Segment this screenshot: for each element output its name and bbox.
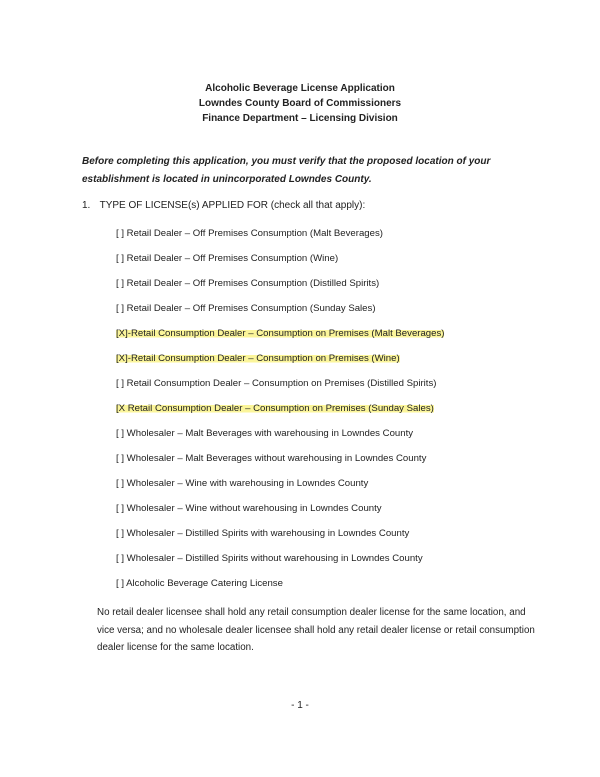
license-option[interactable] [116, 252, 444, 277]
license-option[interactable] [116, 577, 444, 602]
checkbox-mark[interactable]: [ ] [116, 253, 124, 264]
license-option[interactable] [116, 277, 444, 302]
option-label: Retail Consumption Dealer – Consumption on Premises (Distilled Spirits) [126, 378, 437, 389]
question-text: TYPE OF LICENSE(s) APPLIED FOR (check all that apply): [99, 200, 366, 211]
license-option[interactable] [116, 227, 444, 252]
license-option[interactable] [116, 552, 444, 577]
checkbox-mark[interactable]: [ ] [116, 503, 124, 514]
checkbox-mark[interactable]: [ ] [116, 528, 124, 539]
license-options-list [116, 227, 444, 602]
page-number: - 1 - [291, 700, 309, 711]
option-label: Wholesaler – Wine with warehousing in Lowndes County [126, 478, 369, 489]
checkbox-mark[interactable]: [X [116, 403, 126, 414]
checkbox-mark[interactable]: [ ] [116, 478, 124, 489]
option-label: Wholesaler – Distilled Spirits with warehousing in Lowndes County [126, 528, 410, 539]
division-name: Finance Department – Licensing Division [202, 113, 398, 124]
restriction-note: No retail dealer licensee shall hold any retail consumption dealer license for the same location, and vice versa; and no wholesale dealer licensee shall hold any retail dealer license or retail consumption dealer license for the same location. [97, 607, 535, 653]
license-option[interactable] [116, 377, 444, 402]
option-label: Wholesaler – Wine without warehousing in Lowndes County [126, 503, 382, 514]
license-option[interactable] [116, 302, 444, 327]
option-label: Retail Consumption Dealer – Consumption on Premises (Malt Beverages) [130, 328, 445, 339]
option-label: Wholesaler – Distilled Spirits without warehousing in Lowndes County [126, 553, 423, 564]
question-1 [82, 200, 365, 211]
checkbox-mark[interactable]: [ ] [116, 578, 124, 589]
checkbox-mark[interactable]: [ ] [116, 228, 124, 239]
checkbox-mark[interactable]: [ ] [116, 378, 124, 389]
intro-notice: Before completing this application, you must verify that the proposed location of your establishment is located in unincorporated Lowndes County. [82, 156, 491, 185]
license-option[interactable] [116, 527, 444, 552]
checkbox-mark[interactable]: [ ] [116, 453, 124, 464]
license-option[interactable] [116, 452, 444, 477]
option-label: Wholesaler – Malt Beverages with warehousing in Lowndes County [126, 428, 414, 439]
license-option[interactable] [116, 402, 444, 427]
checkbox-mark[interactable]: [ ] [116, 278, 124, 289]
license-option[interactable] [116, 477, 444, 502]
option-label: Retail Dealer – Off Premises Consumption (Distilled Spirits) [126, 278, 380, 289]
option-label: Retail Dealer – Off Premises Consumption (Wine) [126, 253, 339, 264]
checkbox-mark[interactable]: [ ] [116, 553, 124, 564]
checkbox-mark[interactable]: [ ] [116, 428, 124, 439]
option-label: Retail Dealer – Off Premises Consumption (Malt Beverages) [126, 228, 383, 239]
option-label: Retail Consumption Dealer – Consumption on Premises (Wine) [130, 353, 400, 364]
question-number: 1. [82, 200, 91, 211]
checkbox-mark[interactable]: [X]- [116, 353, 131, 364]
document-title: Alcoholic Beverage License Application [205, 83, 395, 94]
option-label: Wholesaler – Malt Beverages without warehousing in Lowndes County [126, 453, 427, 464]
option-label: Retail Dealer – Off Premises Consumption (Sunday Sales) [126, 303, 376, 314]
license-option[interactable] [116, 502, 444, 527]
checkbox-mark[interactable]: [ ] [116, 303, 124, 314]
option-label: Retail Consumption Dealer – Consumption on Premises (Sunday Sales) [127, 403, 434, 414]
option-label: Alcoholic Beverage Catering License [126, 578, 283, 589]
checkbox-mark[interactable]: [X]- [116, 328, 131, 339]
license-option[interactable] [116, 327, 444, 352]
license-option[interactable] [116, 352, 444, 377]
license-option[interactable] [116, 427, 444, 452]
organization-name: Lowndes County Board of Commissioners [198, 98, 402, 109]
